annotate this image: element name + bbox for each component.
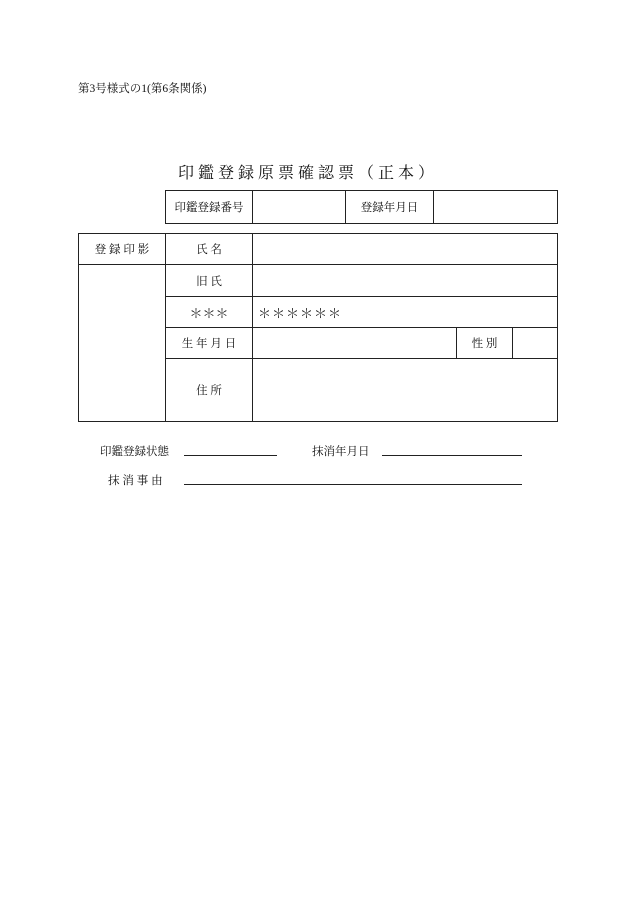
reg-number-label: 印鑑登録番号 (166, 191, 253, 224)
seal-impression-area (79, 265, 166, 422)
date-of-birth-label: 生 年 月 日 (166, 328, 253, 359)
reg-number-value (253, 191, 346, 224)
date-of-birth-value (253, 328, 457, 359)
address-value (253, 359, 558, 422)
document-title: 印鑑登録原票確認票（正本） (177, 165, 438, 182)
registrant-info-table (78, 233, 558, 422)
name-label: 氏 名 (166, 234, 253, 265)
cancellation-date-line (382, 455, 522, 456)
sex-value (513, 328, 558, 359)
masked-label: ＊＊＊ (166, 297, 253, 328)
masked-value: ＊＊＊＊＊＊ (253, 297, 558, 328)
cancellation-reason-label: 抹 消 事 由 (108, 475, 163, 487)
reg-date-label: 登録年月日 (346, 191, 434, 224)
cancellation-reason-line (184, 484, 522, 485)
old-surname-value (253, 265, 558, 297)
reg-date-value (434, 191, 558, 224)
name-value (253, 234, 558, 265)
seal-status-label: 印鑑登録状態 (100, 446, 169, 458)
cancellation-date-label: 抹消年月日 (312, 446, 370, 458)
sex-label: 性 別 (457, 328, 513, 359)
old-surname-label: 旧 氏 (166, 265, 253, 297)
form-number: 第3号様式の1(第6条関係) (78, 83, 207, 95)
registration-header-table (165, 190, 558, 224)
address-label: 住 所 (166, 359, 253, 422)
seal-impression-label: 登 録 印 影 (79, 234, 166, 265)
seal-status-line (184, 455, 277, 456)
